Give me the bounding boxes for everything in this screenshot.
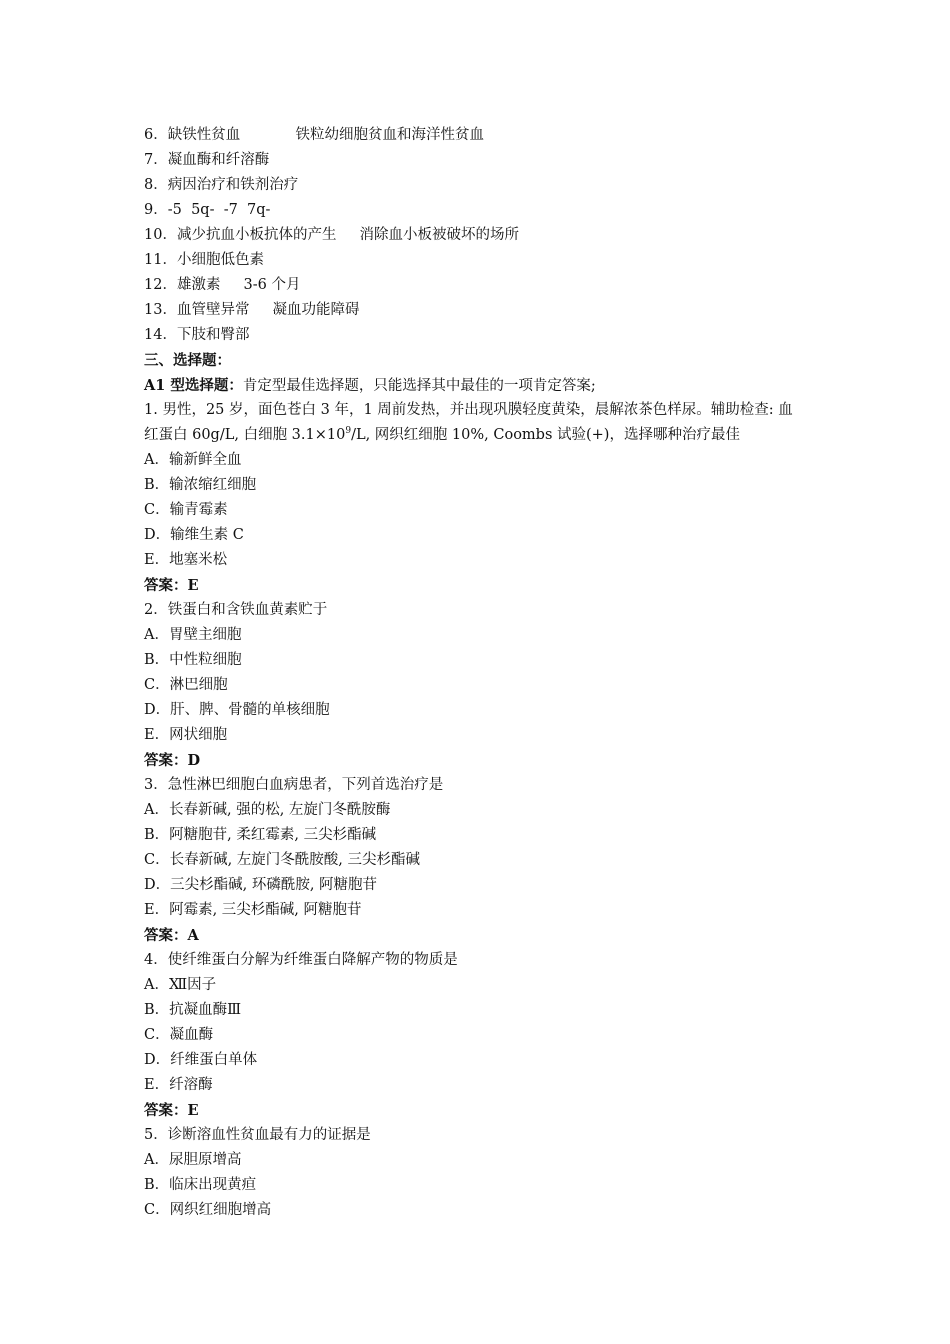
question-5-stem: 5．诊断溶血性贫血最有力的证据是 xyxy=(144,1127,371,1143)
fill-answer-9: 9．-5 5q- -7 7q- xyxy=(144,202,271,218)
question-5-option-b: B．临床出现黄疸 xyxy=(144,1177,257,1193)
fill-answer-12: 12．雄激素 3-6 个月 xyxy=(144,277,301,293)
q1-line2-sup: 9 xyxy=(345,426,352,437)
question-2-option-c: C．淋巴细胞 xyxy=(144,677,228,693)
q1-line2-pre: 红蛋白 60g/L, 白细胞 3.1×10 xyxy=(144,427,346,443)
question-1-option-d: D．输维生素 C xyxy=(144,527,244,543)
question-3-option-c: C．长春新碱, 左旋门冬酰胺酸, 三尖杉酯碱 xyxy=(144,852,421,868)
fill-answer-10: 10．减少抗血小板抗体的产生 消除血小板被破坏的场所 xyxy=(144,227,519,243)
question-1-stem-line2 xyxy=(144,423,814,448)
section-title: 三、选择题： xyxy=(144,352,231,369)
question-2-option-e: E．网状细胞 xyxy=(144,727,228,743)
question-3-option-d: D．三尖杉酯碱, 环磷酰胺, 阿糖胞苷 xyxy=(144,877,378,893)
fill-answer-11: 11．小细胞低色素 xyxy=(144,252,264,268)
a1-intro-label: A1 型选择题： xyxy=(144,377,243,394)
question-1-option-e: E．地塞米松 xyxy=(144,552,228,568)
question-2-option-b: B．中性粒细胞 xyxy=(144,652,242,668)
question-5-option-a: A．尿胆原增高 xyxy=(144,1152,242,1168)
question-3-option-a: A．长春新碱, 强的松, 左旋门冬酰胺酶 xyxy=(144,802,391,818)
question-4-option-e: E．纤溶酶 xyxy=(144,1077,213,1093)
question-1-option-b: B．输浓缩红细胞 xyxy=(144,477,257,493)
fill-answer-7: 7．凝血酶和纤溶酶 xyxy=(144,152,270,168)
question-4-answer: 答案：E xyxy=(144,1102,199,1119)
document-page xyxy=(144,123,814,1223)
fill-answer-8: 8．病因治疗和铁剂治疗 xyxy=(144,177,299,193)
a1-intro xyxy=(144,373,814,398)
question-2-option-a: A．胃壁主细胞 xyxy=(144,627,242,643)
fill-answer-6: 6．缺铁性贫血 铁粒幼细胞贫血和海洋性贫血 xyxy=(144,127,485,143)
question-3-option-b: B．阿糖胞苷, 柔红霉素, 三尖杉酯碱 xyxy=(144,827,377,843)
question-4-option-d: D．纤维蛋白单体 xyxy=(144,1052,258,1068)
q1-line2-post: /L, 网织红细胞 10%, Coombs 试验(+)，选择哪种治疗最佳 xyxy=(351,427,740,443)
fill-answer-13: 13．血管壁异常 凝血功能障碍 xyxy=(144,302,360,318)
question-3-option-e: E．阿霉素, 三尖杉酯碱, 阿糖胞苷 xyxy=(144,902,362,918)
question-4-option-c: C．凝血酶 xyxy=(144,1027,214,1043)
question-4-option-a: A．Ⅻ因子 xyxy=(144,977,217,993)
question-2-stem: 2．铁蛋白和含铁血黄素贮于 xyxy=(144,602,328,618)
question-1-stem-line1: 1. 男性，25 岁，面色苍白 3 年，1 周前发热，并出现巩膜轻度黄染，晨解浓茶色样尿。辅助检查: 血 xyxy=(144,402,793,418)
a1-intro-text: 肯定型最佳选择题，只能选择其中最佳的一项肯定答案; xyxy=(242,378,596,394)
question-5-option-c: C．网织红细胞增高 xyxy=(144,1202,272,1218)
question-3-answer: 答案：A xyxy=(144,927,199,944)
question-2-option-d: D．肝、脾、骨髓的单核细胞 xyxy=(144,702,330,718)
question-1-answer: 答案：E xyxy=(144,577,199,594)
fill-answer-14: 14．下肢和臀部 xyxy=(144,327,250,343)
question-4-option-b: B．抗凝血酶Ⅲ xyxy=(144,1002,242,1018)
question-2-answer: 答案：D xyxy=(144,752,201,769)
question-1-option-c: C．输青霉素 xyxy=(144,502,228,518)
question-4-stem: 4．使纤维蛋白分解为纤维蛋白降解产物的物质是 xyxy=(144,952,458,968)
question-1-option-a: A．输新鲜全血 xyxy=(144,452,242,468)
question-3-stem: 3．急性淋巴细胞白血病患者，下列首选治疗是 xyxy=(144,777,444,793)
